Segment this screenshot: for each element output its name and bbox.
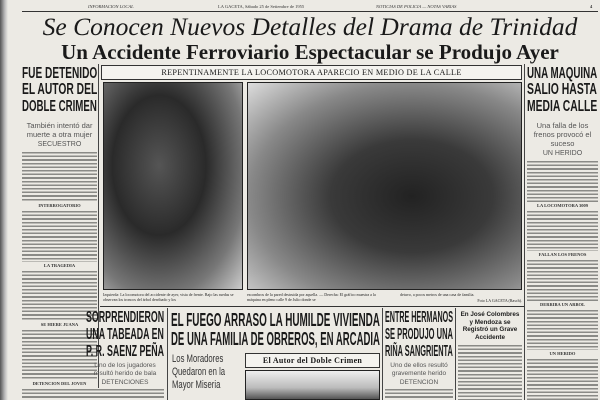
right-story-title bbox=[527, 66, 597, 115]
hermanos-deck: Uno de ellos resultó gravemente herido bbox=[390, 362, 448, 378]
title-line: ENTRE HERMANOS bbox=[385, 309, 454, 326]
title-line: MEDIA CALLE bbox=[527, 97, 598, 115]
photo-locomotive-street bbox=[247, 82, 522, 290]
doble-crimen-photo-banner: El Autor del Doble Crimen bbox=[245, 353, 380, 368]
body-text bbox=[527, 259, 598, 301]
saenz-pena-kicker: DETENCIONES bbox=[101, 378, 149, 386]
saenz-pena-title-block bbox=[86, 310, 164, 360]
colombres-story bbox=[458, 311, 522, 400]
body-text bbox=[22, 151, 97, 202]
photo-caption-middle: escombros de la pared destruida por aquella. — Derecha: El gráfico muestra a la máquina en pleno calle 9 de Julio donde se bbox=[247, 292, 376, 302]
subhead: SE HIERE JUANA bbox=[40, 321, 79, 327]
body-text bbox=[22, 210, 97, 261]
body-text bbox=[385, 388, 453, 400]
body-text bbox=[527, 210, 598, 252]
column-rule bbox=[455, 308, 456, 400]
body-text bbox=[527, 358, 598, 400]
photo-locomotive-front bbox=[103, 82, 243, 290]
title-line: UNA TABEADA EN bbox=[86, 325, 164, 343]
body-text bbox=[86, 388, 164, 400]
column-rule bbox=[524, 64, 525, 400]
title-line: EL FUEGO ARRASO LA HUMILDE VIVIENDA bbox=[171, 309, 380, 330]
title-line: DOBLE CRIMEN bbox=[22, 97, 97, 115]
title-line: DE UNA FAMILIA DE OBREROS, EN ARCADIA bbox=[171, 328, 380, 350]
subhead: LA TRAGEDIA bbox=[43, 262, 76, 268]
hermanos-kicker: DETENCION bbox=[399, 378, 439, 386]
subhead: UN HERIDO bbox=[549, 351, 576, 357]
deck-line: Los Moradores bbox=[172, 353, 224, 365]
hermanos-story bbox=[385, 310, 453, 400]
left-story-deck: También intentó dar muerte a otra mujer bbox=[26, 120, 93, 139]
section-label: INFORMACION LOCAL bbox=[88, 4, 134, 9]
section-rule bbox=[100, 306, 524, 307]
left-story-title bbox=[22, 66, 97, 115]
title-line: SE PRODUJO UNA bbox=[385, 325, 454, 343]
photo-credit: Foto LA GACETA (Rasch). bbox=[477, 298, 522, 303]
colombres-title: En José Colombres y Mendoza se Registró un Grave Accidente bbox=[460, 311, 520, 341]
photo-doble-crimen bbox=[245, 370, 380, 400]
saenz-pena-deck: Uno de los jugadores resultó herido de bala bbox=[93, 362, 157, 378]
title-line: SORPRENDIERON bbox=[86, 309, 165, 326]
deck-line: Quedaron en la bbox=[172, 366, 226, 378]
second-headline: Un Accidente Ferroviario Espectacular se Produjo Ayer bbox=[61, 40, 559, 64]
column-rule bbox=[382, 308, 383, 400]
photo-caption-left: Izquierda: La locomotora del accidente de ayer, vista de frente. Bajo las ruedas se observan los troncos del árbol derribado y los bbox=[103, 292, 234, 302]
subhead: INTERROGATORIO bbox=[38, 203, 81, 209]
subhead: DETENCION DEL JOVEN bbox=[32, 381, 87, 386]
title-line: RIÑA SANGRIENTA bbox=[385, 342, 453, 360]
page-edge-shadow bbox=[0, 0, 8, 400]
title-line: UNA MAQUINA bbox=[527, 65, 598, 82]
deck-line: Mayor Miseria bbox=[172, 379, 221, 391]
hermanos-title bbox=[385, 310, 453, 360]
title-line: SALIO HASTA bbox=[527, 81, 597, 99]
left-story-kicker: SECUESTRO bbox=[37, 140, 82, 148]
title-line: P. R. SAENZ PEÑA bbox=[86, 342, 165, 360]
title-line: EL AUTOR DEL bbox=[22, 81, 98, 99]
title-line: FUE DETENIDO bbox=[22, 65, 98, 82]
photo-banner: REPENTINAMENTE LA LOCOMOTORA APARECIO EN MEDIO DE LA CALLE bbox=[101, 65, 522, 80]
fuego-deck bbox=[172, 353, 242, 392]
photo-caption-right: detuvo, a pocos metros de una casa de familia. bbox=[400, 292, 475, 297]
column-rule bbox=[167, 308, 168, 400]
subhead: DERRIBA UN ARBOL bbox=[539, 301, 585, 307]
body-text bbox=[527, 160, 598, 202]
right-story-kicker: UN HERIDO bbox=[542, 149, 583, 157]
newspaper-dateline: LA GACETA, Sábado 25 de Setiembre de 1955 bbox=[218, 4, 305, 9]
saenz-pena-story bbox=[86, 310, 164, 400]
right-story bbox=[527, 66, 598, 400]
section-label-right: NOTICIAS DE POLICIA — NOTAS VARIAS bbox=[376, 4, 457, 9]
page-number: 4 bbox=[590, 4, 593, 9]
subhead: LA LOCOMOTORA 3009 bbox=[537, 202, 588, 208]
body-text bbox=[527, 309, 598, 351]
fuego-title bbox=[171, 310, 380, 349]
subhead: FALLAN LOS FRENOS bbox=[538, 252, 587, 258]
right-story-deck: Una falla de los frenos provocó el suceso bbox=[533, 120, 592, 148]
body-text bbox=[458, 344, 522, 400]
main-headline: Se Conocen Nuevos Detalles del Drama de Trinidad bbox=[42, 12, 578, 41]
